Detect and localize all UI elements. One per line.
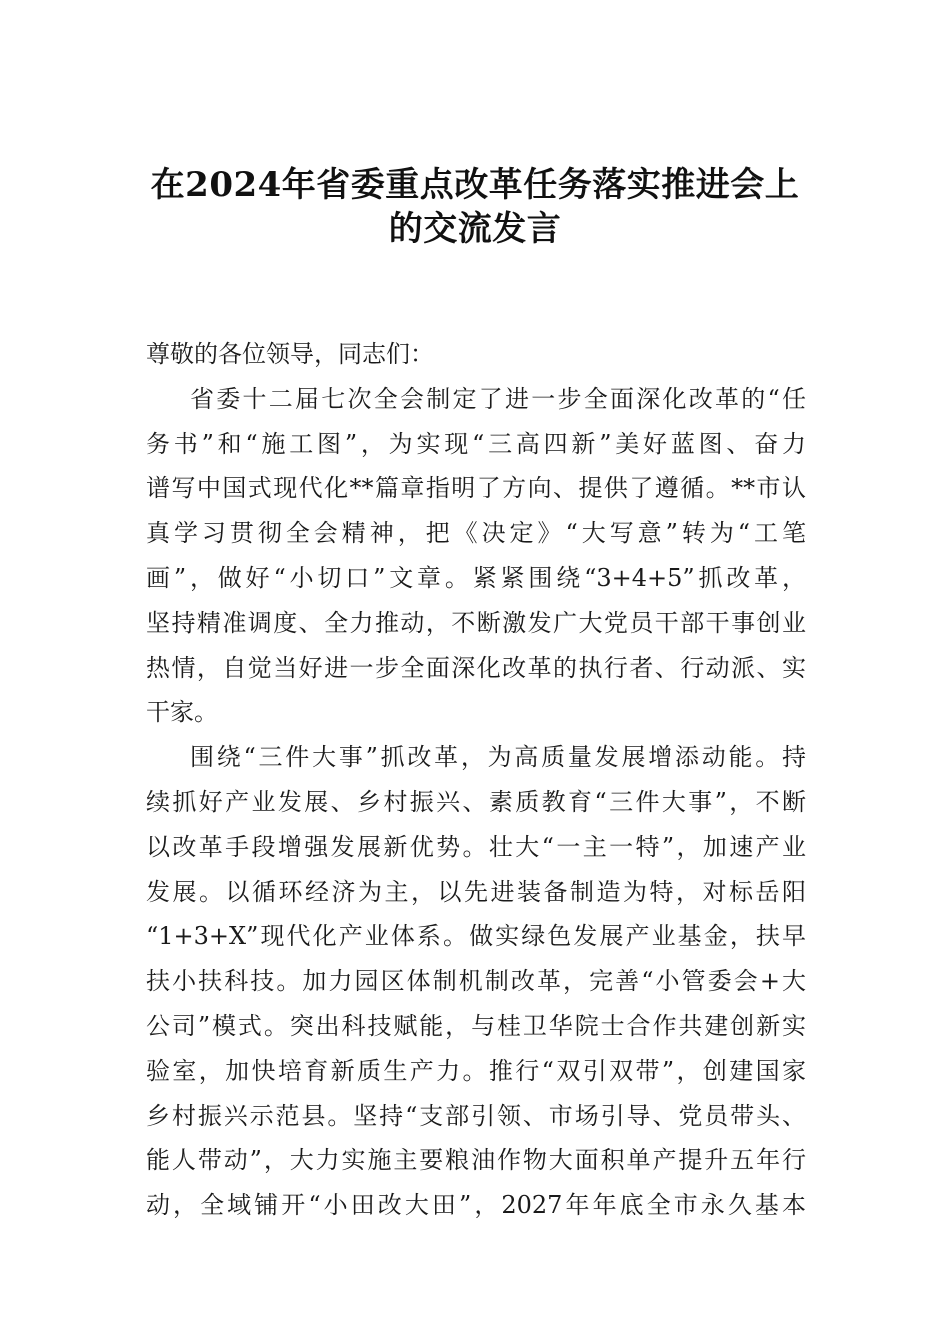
paragraph-line: 验室，加快培育新质生产力。推行“双引双带”，创建国家 — [146, 1056, 806, 1085]
paragraph-line: 画”，做好“小切口”文章。紧紧围绕“3+4+5”抓改革， — [146, 563, 806, 592]
paragraph-line: 谱写中国式现代化**篇章指明了方向、提供了遵循。**市认 — [146, 474, 806, 503]
paragraph-line: 乡村振兴示范县。坚持“支部引领、市场引导、党员带头、 — [146, 1101, 806, 1130]
paragraph-line: 坚持精准调度、全力推动，不断激发广大党员干部干事创业 — [146, 608, 806, 637]
paragraph-line: 动，全域铺开“小田改大田”，2027年年底全市永久基本 — [146, 1191, 806, 1220]
document-body — [146, 332, 806, 1228]
paragraph-line: 干家。 — [146, 698, 218, 727]
paragraph-line: 围绕“三件大事”抓改革，为高质量发展增添动能。持 — [190, 743, 806, 772]
paragraph-line: “1+3+X”现代化产业体系。做实绿色发展产业基金，扶早 — [146, 922, 806, 951]
paragraph-2 — [146, 735, 806, 1228]
paragraph-line: 省委十二届七次全会制定了进一步全面深化改革的“任 — [190, 384, 806, 413]
document-title-line-1: 在2024年省委重点改革任务落实推进会上 — [150, 165, 800, 205]
paragraph-line: 以改革手段增强发展新优势。壮大“一主一特”，加速产业 — [146, 832, 806, 861]
document-title-line-2: 的交流发言 — [388, 209, 562, 249]
paragraph-line: 能人带动”，大力实施主要粮油作物大面积单产提升五年行 — [146, 1146, 806, 1175]
paragraph-line: 续抓好产业发展、乡村振兴、素质教育“三件大事”，不断 — [146, 787, 806, 816]
paragraph-line: 热情，自觉当好进一步全面深化改革的执行者、行动派、实 — [146, 653, 806, 682]
paragraph-line: 发展。以循环经济为主，以先进装备制造为特，对标岳阳 — [146, 877, 806, 906]
paragraph-line: 公司”模式。突出科技赋能，与桂卫华院士合作共建创新实 — [146, 1011, 806, 1040]
paragraph-line: 扶小扶科技。加力园区体制机制改革，完善“小管委会+大 — [146, 967, 806, 996]
paragraph-line: 务书”和“施工图”，为实现“三高四新”美好蓝图、奋力 — [146, 429, 806, 458]
paragraph-1 — [146, 377, 806, 735]
salutation: 尊敬的各位领导，同志们： — [146, 340, 434, 368]
paragraph-line: 真学习贯彻全会精神，把《决定》“大写意”转为“工笔 — [146, 519, 806, 548]
